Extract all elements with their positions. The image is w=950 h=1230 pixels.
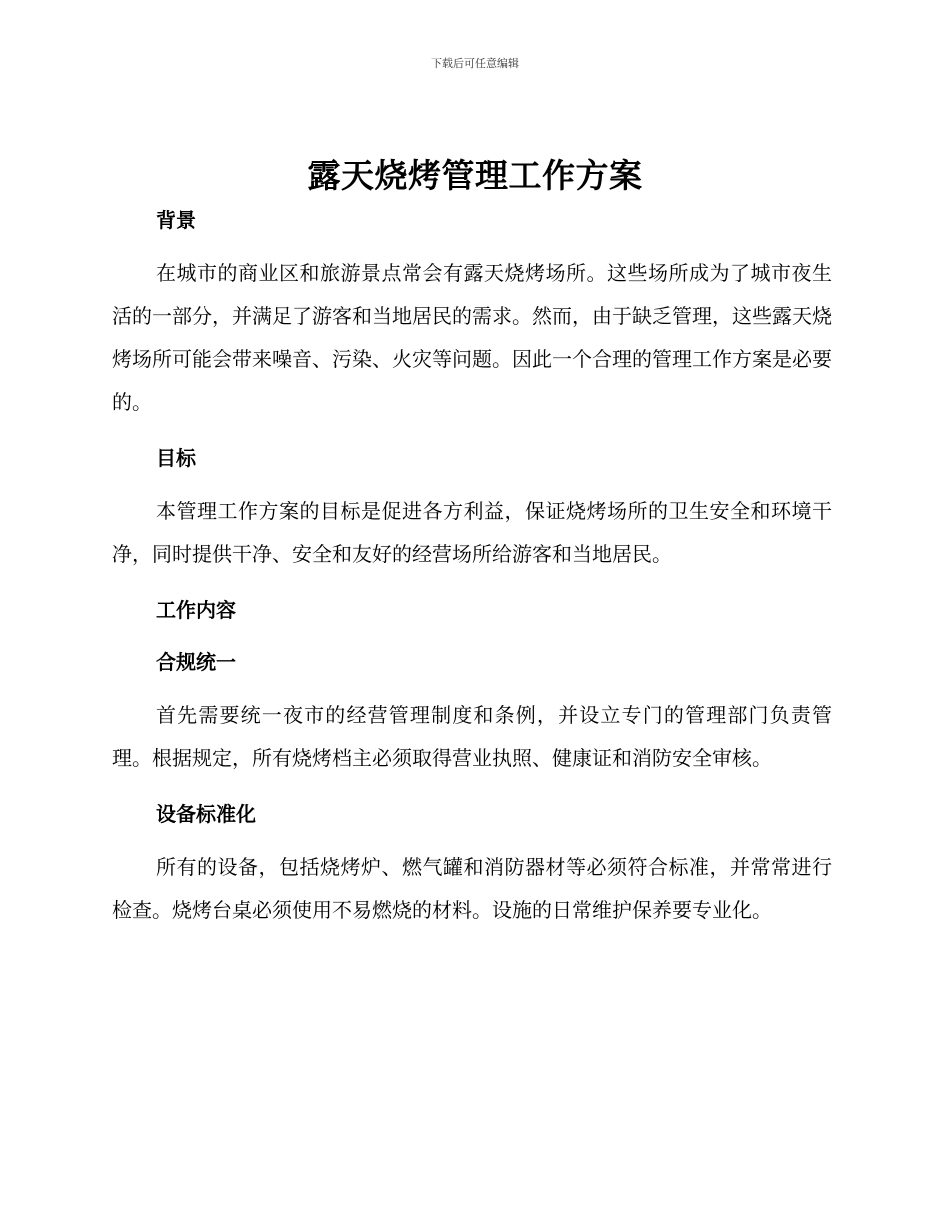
page-header-note: 下载后可任意编辑: [431, 57, 519, 70]
document-title: 露天烧烤管理工作方案: [307, 156, 643, 195]
paragraph-compliance: 首先需要统一夜市的经营管理制度和条例，并设立专门的管理部门负责管理。根据规定，所有烧烤档主必须取得营业执照、健康证和消防安全审核。: [112, 703, 832, 770]
section-heading-goal: 目标: [156, 446, 196, 470]
paragraph-equipment: 所有的设备，包括烧烤炉、燃气罐和消防器材等必须符合标准，并常常进行检查。烧烤台桌必须使用不易燃烧的材料。设施的日常维护保养要专业化。: [112, 855, 832, 922]
section-heading-background: 背景: [156, 208, 196, 232]
section-heading-work: 工作内容: [156, 598, 236, 622]
document-body: [112, 200, 832, 932]
section-heading-compliance: 合规统一: [156, 650, 236, 674]
paragraph-goal: 本管理工作方案的目标是促进各方利益，保证烧烤场所的卫生安全和环境干净，同时提供干净、安全和友好的经营场所给游客和当地居民。: [112, 499, 832, 566]
paragraph-background: 在城市的商业区和旅游景点常会有露天烧烤场所。这些场所成为了城市夜生活的一部分，并满足了游客和当地居民的需求。然而，由于缺乏管理，这些露天烧烤场所可能会带来噪音、污染、火灾等问题。因此一个合理的管理工作方案是必要的。: [112, 261, 832, 414]
section-heading-equipment: 设备标准化: [156, 802, 256, 826]
